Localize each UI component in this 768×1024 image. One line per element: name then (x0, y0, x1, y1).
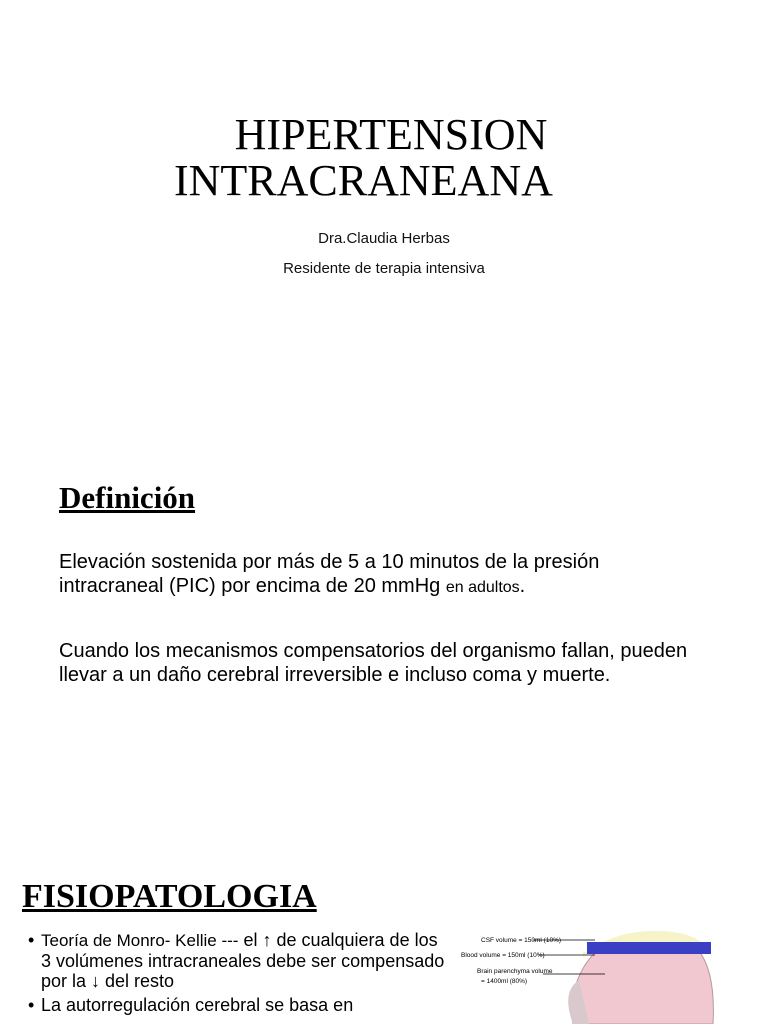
definition-paragraph-2: Cuando los mecanismos compensatorios del organismo fallan, pueden llevar a un daño cerebral irreversible e incluso coma y muerte. (59, 640, 688, 686)
author-role: Residente de terapia intensiva (283, 260, 485, 277)
definition-slide (0, 455, 768, 805)
definition-qualifier: en adultos (445, 579, 520, 596)
bullet-text: el ↑ de cualquiera de los 3 volúmenes intracraneales debe ser compensado por la ↓ del resto (41, 930, 445, 991)
bullet-icon: • (28, 995, 35, 1015)
bullet-icon: • (28, 930, 35, 950)
brain-label-2: = 1400ml (80%) (481, 978, 528, 985)
definition-text: Elevación sostenida por más de 5 a 10 minutos de la presión intracraneal (PIC) por encima de 20 mmHg (59, 551, 600, 597)
bullet-item (28, 995, 448, 1015)
title-slide (0, 0, 768, 400)
bullet-lead: Teoría de Monro- Kellie --- (41, 931, 239, 950)
definition-paragraph-1 (59, 550, 699, 600)
title-line-1: HIPERTENSION (234, 110, 548, 159)
definition-period: . (519, 575, 526, 597)
author-name: Dra.Claudia Herbas (318, 230, 450, 247)
pathophysiology-heading: FISIOPATOLOGIA (22, 878, 317, 915)
blood-band (587, 942, 711, 954)
bullet-list (28, 930, 448, 1019)
brain-label-1: Brain parenchyma volume (477, 968, 553, 975)
csf-label: CSF volume = 150ml (10%) (481, 937, 562, 944)
skull-volume-figure (455, 922, 755, 1024)
slide-title (0, 112, 768, 204)
pathophysiology-slide (0, 860, 768, 1024)
bullet-item (28, 930, 448, 991)
blood-label: Blood volume = 150ml (10%) (461, 952, 545, 959)
bullet-text: La autorregulación cerebral se basa en (41, 995, 354, 1015)
title-line-2: INTRACRANEANA (174, 156, 553, 205)
definition-heading: Definición (59, 480, 196, 515)
